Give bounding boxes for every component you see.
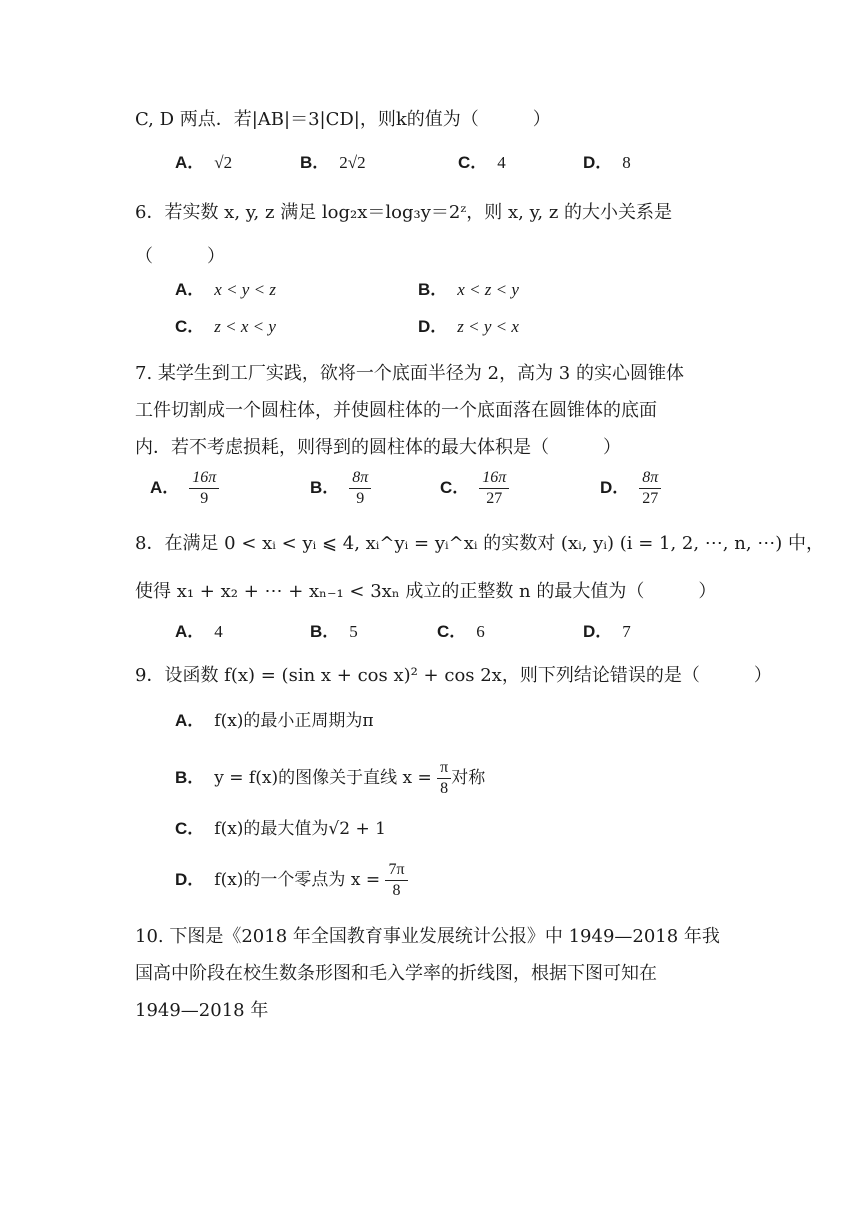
q5-option-a: A． √2	[175, 153, 233, 172]
q7-stem-line3: 内．若不考虑损耗，则得到的圆柱体的最大体积是（ ）	[135, 437, 621, 458]
q10-stem-line1: 10. 下图是《2018 年全国教育事业发展统计公报》中 1949—2018 年我	[135, 926, 720, 947]
q5-option-b: B． 2√2	[300, 153, 366, 172]
q9-option-d: D． f(x)的一个零点为 x = $\frac{7\pi}{8}$	[175, 860, 408, 901]
q6-option-b: B． x < z < y	[418, 280, 519, 299]
q6-stem-blank: （ ）	[135, 246, 225, 267]
q9-option-a: A． f(x)的最小正周期为π	[175, 711, 374, 731]
fraction: $\frac{16\pi}{27}$	[479, 468, 509, 509]
q8-option-d: D． 7	[583, 622, 631, 641]
q8-option-c: C． 6	[437, 622, 485, 641]
q6-option-a: A． x < y < z	[175, 280, 276, 299]
q8-stem-line2: 使得 x₁ + x₂ + ⋯ + xₙ₋₁ < 3xₙ 成立的正整数 n 的最大值为（ ）	[135, 581, 717, 602]
q10-stem-line3: 1949—2018 年	[135, 1000, 269, 1021]
q7-option-c: C． $\frac{16\pi}{27}$	[440, 468, 509, 509]
fraction: $\frac{8\pi}{27}$	[639, 468, 661, 509]
q8-option-a: A． 4	[175, 622, 223, 641]
q6-stem: 6．若实数 x, y, z 满足 log₂x＝log₃y＝2ᶻ，则 x, y, z 的大小关系是	[135, 202, 673, 223]
q9-stem: 9．设函数 f(x) = (sin x + cos x)² + cos 2x，则下列结论错误的是（ ）	[135, 665, 772, 686]
q9-option-b: B． y = f(x)的图像关于直线 x = $\frac{\pi}{8}$ 对称	[175, 759, 486, 797]
fraction: $\frac{7\pi}{8}$	[385, 860, 407, 901]
q5-option-d: D． 8	[583, 153, 631, 172]
q7-option-d: D． $\frac{8\pi}{27}$	[600, 468, 661, 509]
q9-option-c: C． f(x)的最大值为√2 + 1	[175, 819, 386, 839]
q8-option-b: B． 5	[310, 622, 358, 641]
q6-option-d: D． z < y < x	[418, 317, 519, 336]
q10-stem-line2: 国高中阶段在校生数条形图和毛入学率的折线图，根据下图可知在	[135, 963, 657, 984]
q7-option-b: B． $\frac{8\pi}{9}$	[310, 468, 371, 509]
q7-option-a: A． $\frac{16\pi}{9}$	[150, 468, 219, 509]
q7-stem-line1: 7. 某学生到工厂实践，欲将一个底面半径为 2，高为 3 的实心圆锥体	[135, 363, 684, 384]
q5-stem: C, D 两点．若|AB|＝3|CD|，则k的值为（ ）	[135, 109, 551, 130]
fraction: $\frac{8\pi}{9}$	[349, 468, 371, 509]
fraction: $\frac{16\pi}{9}$	[189, 468, 219, 509]
q6-option-c: C． z < x < y	[175, 317, 276, 336]
q5-option-c: C． 4	[458, 153, 506, 172]
q7-stem-line2: 工件切割成一个圆柱体，并使圆柱体的一个底面落在圆锥体的底面	[135, 400, 657, 421]
q8-stem-line1: 8．在满足 0 < xᵢ < yᵢ ⩽ 4, xᵢ^yᵢ = yᵢ^xᵢ 的实数对 (xᵢ, yᵢ) (i = 1, 2, ⋯, n, ⋯) 中，	[135, 533, 825, 554]
fraction: $\frac{\pi}{8}$	[437, 758, 451, 799]
